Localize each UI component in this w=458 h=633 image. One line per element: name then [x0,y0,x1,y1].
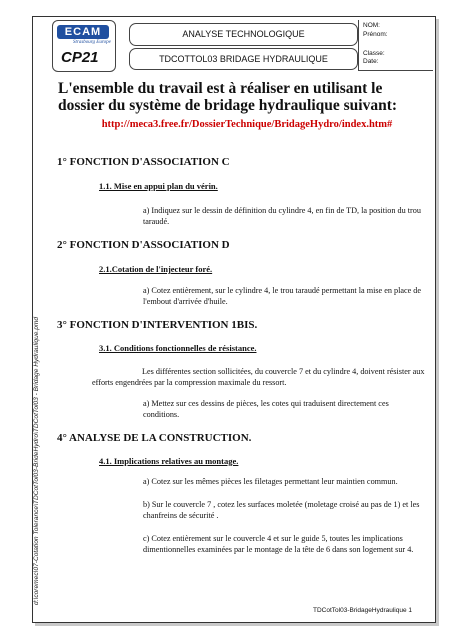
student-info-box [358,20,433,71]
header-title: ANALYSE TECHNOLOGIQUE [129,23,358,46]
date-label: Date: [363,58,379,65]
logo-code: CP21 [61,49,99,66]
paragraph: a) Cotez entièrement, sur le cylindre 4, le trou taraudé permettant la mise en place de l'embout d'arrivée d'huile. [143,286,422,306]
paragraph: a) Mettez sur ces dessins de pièces, les cotes qui traduisent directement ces conditions. [143,399,389,419]
subsection-title: 3.1. Conditions fonctionnelles de résistance. [99,343,257,353]
file-path: d:\coremec\07-Cotation Tolerance\TDCotTol03-BrideHydro\TDCotTol03 - Bridage Hydraulique.pmd [33,316,40,605]
subsection-title: 4.1. Implications relatives au montage. [99,456,239,466]
dossier-link[interactable]: http://meca3.free.fr/DossierTechnique/BridageHydro/index.htm# [101,119,393,130]
subsection-title: 1.1. Mise en appui plan du vérin. [99,181,218,191]
class-label: Classe: [363,50,385,57]
page-footer: TDCotTol03-BridageHydraulique 1 [313,607,412,614]
paragraph: Les différentes section sollicitées, du couvercle 7 et du cylindre 4, doivent résister aux efforts engendrées par la compression maximale du ressort. [92,367,425,387]
paragraph: c) Cotez entièrement sur le couvercle 4 et sur le guide 5, toutes les implications dimentionnelles examinées par le montage de la tête de 6 dans son logement sur 4. [143,534,414,554]
paragraph: a) Indiquez sur le dessin de définition du cylindre 4, en fin de TD, la position du trou taraudé. [143,206,421,226]
intro-text: L'ensemble du travail est à réaliser en utilisant le dossier du système de bridage hydraulique suivant: [58,80,398,114]
header-subtitle: TDCOTTOL03 BRIDAGE HYDRAULIQUE [129,48,358,70]
section-title: 3° FONCTION D'INTERVENTION 1BIS. [57,319,258,331]
logo-text: ECAM [57,25,109,39]
subsection-title: 2.1.Cotation de l'injecteur foré. [99,264,213,274]
firstname-label: Prénom: [363,31,388,38]
ecam-logo [52,20,116,72]
section-title: 4° ANALYSE DE LA CONSTRUCTION. [57,432,252,444]
section-title: 1° FONCTION D'ASSOCIATION C [57,156,230,168]
name-label: NOM: [363,22,380,29]
section-title: 2° FONCTION D'ASSOCIATION D [57,239,230,251]
paragraph: b) Sur le couvercle 7 , cotez les surfaces moletée (moletage croisé au pas de 1) et les chanfreins de sécurité . [143,500,420,520]
paragraph: a) Cotez sur les mêmes pièces les filetages permettant leur maintien commun. [143,477,398,486]
logo-subtext: Strasbourg Europe [73,40,111,45]
